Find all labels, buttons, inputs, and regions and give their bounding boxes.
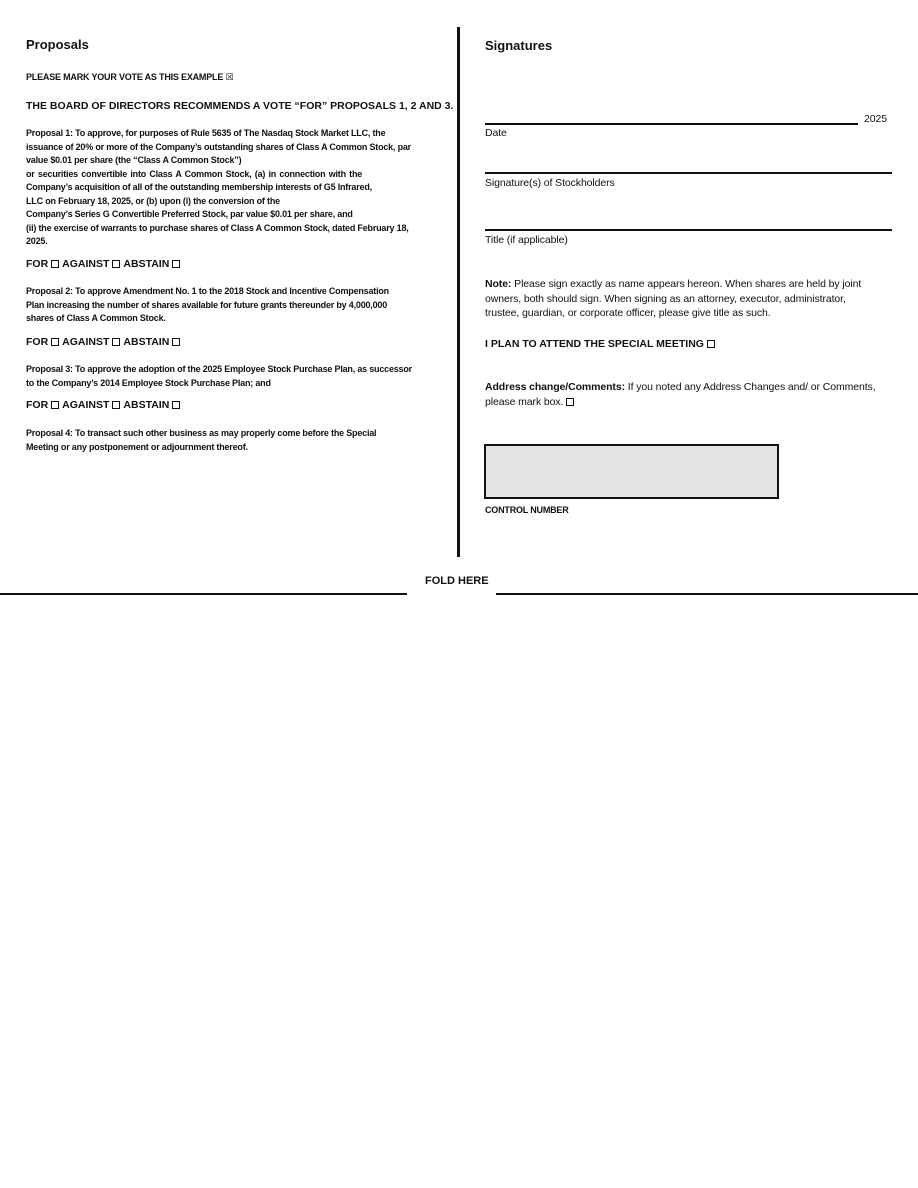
proposal-3-abstain-checkbox[interactable] xyxy=(172,401,180,409)
fold-here-label: FOLD HERE xyxy=(425,575,489,587)
address-change-block xyxy=(485,380,895,409)
control-number-box xyxy=(484,444,779,499)
proposal-1-for-checkbox[interactable] xyxy=(51,260,59,268)
proposal-3-for-checkbox[interactable] xyxy=(51,401,59,409)
note-bold-label: Note: xyxy=(485,278,512,290)
attend-meeting-row xyxy=(485,338,718,350)
date-label: Date xyxy=(485,127,507,139)
vote-abstain-label: ABSTAIN xyxy=(123,258,170,271)
note-line: owners, both should sign. When signing as an attorney, executor, administrator, xyxy=(485,292,846,305)
proposal-2-text xyxy=(26,286,436,324)
note-line: trustee, guardian, or corporate officer, please give title as such. xyxy=(485,307,771,319)
control-number-label: CONTROL NUMBER xyxy=(485,505,569,515)
vote-against-label: AGAINST xyxy=(62,336,110,349)
note-line: Please sign exactly as name appears hereon. When shares are held by joint xyxy=(511,278,862,290)
proposal-2-line: shares of Class A Common Stock. xyxy=(26,313,166,323)
title-label: Title (if applicable) xyxy=(485,234,568,246)
proposal-1-text xyxy=(26,128,436,247)
proposal-2-against-checkbox[interactable] xyxy=(112,338,120,346)
address-change-checkbox[interactable] xyxy=(566,398,574,406)
fold-line-right xyxy=(496,593,918,595)
address-change-text: please mark box. xyxy=(485,395,564,408)
proposal-3-vote-row xyxy=(26,399,183,411)
proposal-1-line: issuance of 20% or more of the Company’s outstanding shares of Class A Common Stock, par xyxy=(26,141,411,152)
vote-for-label: FOR xyxy=(26,336,49,349)
proposal-1-line: (ii) the exercise of warrants to purchase shares of Class A Common Stock, dated February 18, xyxy=(26,222,409,233)
proposal-1-vote-row xyxy=(26,258,183,270)
vote-for-label: FOR xyxy=(26,399,49,412)
proposal-3-against-checkbox[interactable] xyxy=(112,401,120,409)
proposal-1-line: 2025. xyxy=(26,236,48,246)
proposal-1-line: value $0.01 per share (the “Class A Common Stock”) xyxy=(26,155,242,165)
proposal-3-text xyxy=(26,364,436,389)
signing-note xyxy=(485,277,895,321)
proposal-1-abstain-checkbox[interactable] xyxy=(172,260,180,268)
attend-meeting-label: I PLAN TO ATTEND THE SPECIAL MEETING xyxy=(485,338,704,351)
mark-example-text: PLEASE MARK YOUR VOTE AS THIS EXAMPLE xyxy=(26,72,224,82)
proposal-2-line: Plan increasing the number of shares available for future grants thereunder by 4,000,000 xyxy=(26,299,388,310)
proposal-1-against-checkbox[interactable] xyxy=(112,260,120,268)
signature-label: Signature(s) of Stockholders xyxy=(485,177,615,189)
column-divider xyxy=(457,27,460,557)
vote-abstain-label: ABSTAIN xyxy=(123,399,170,412)
mark-example-line xyxy=(26,72,233,83)
proposal-1-line: LLC on February 18, 2025, or (b) upon (i) the conversion of the xyxy=(26,195,280,206)
fold-line-left xyxy=(0,593,407,595)
proposal-3-line: Proposal 3: To approve the adoption of the 2025 Employee Stock Purchase Plan, as successor xyxy=(26,364,412,374)
vote-against-label: AGAINST xyxy=(62,258,110,271)
signatures-heading: Signatures xyxy=(485,38,553,53)
stockholder-signature-line[interactable] xyxy=(485,172,892,174)
title-signature-line[interactable] xyxy=(485,229,892,231)
vote-against-label: AGAINST xyxy=(62,399,110,412)
address-change-bold-label: Address change/Comments: xyxy=(485,381,625,393)
proposal-4-line: Meeting or any postponement or adjournment thereof. xyxy=(26,441,248,452)
proposal-4-text xyxy=(26,428,436,453)
date-year: 2025 xyxy=(864,113,887,125)
proposal-2-line: Proposal 2: To approve Amendment No. 1 to the 2018 Stock and Incentive Compensation xyxy=(26,286,389,296)
proposals-heading: Proposals xyxy=(26,37,89,52)
attend-meeting-checkbox[interactable] xyxy=(707,340,715,348)
proposal-1-line: or securities convertible into Class A Common Stock, (a) in connection with the xyxy=(26,168,363,179)
proposal-1-line: Company’s Series G Convertible Preferred Stock, par value $0.01 per share, and xyxy=(26,209,353,219)
proposal-2-for-checkbox[interactable] xyxy=(51,338,59,346)
proposal-1-line: Company’s acquisition of all of the outstanding membership interests of G5 Infrared, xyxy=(26,182,372,192)
address-change-text: If you noted any Address Changes and/ or Comments, xyxy=(624,381,876,393)
date-signature-line[interactable] xyxy=(485,123,858,125)
proposal-1-line: Proposal 1: To approve, for purposes of Rule 5635 of The Nasdaq Stock Market LLC, the xyxy=(26,128,386,138)
vote-for-label: FOR xyxy=(26,258,49,271)
proposal-4-line: Proposal 4: To transact such other business as may properly come before the Special xyxy=(26,428,377,438)
proposal-2-abstain-checkbox[interactable] xyxy=(172,338,180,346)
proposal-3-line: to the Company’s 2014 Employee Stock Purchase Plan; and xyxy=(26,377,271,388)
proposal-2-vote-row xyxy=(26,336,183,348)
board-recommendation: THE BOARD OF DIRECTORS RECOMMENDS A VOTE “FOR” PROPOSALS 1, 2 AND 3. xyxy=(26,100,454,112)
mark-example-checkbox-icon: ☒ xyxy=(225,72,234,82)
vote-abstain-label: ABSTAIN xyxy=(123,336,170,349)
